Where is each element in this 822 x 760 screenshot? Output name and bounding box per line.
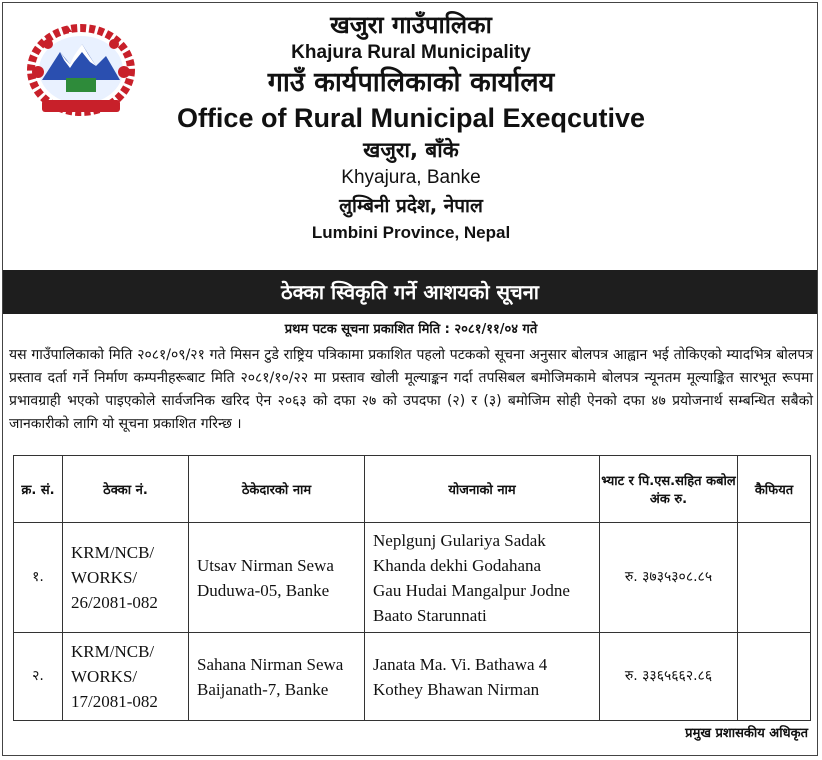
office-name-np: गाउँ कार्यपालिकाको कार्यालय [267,67,555,98]
cell-contract-no: KRM/NCB/ WORKS/ 17/2081-082 [63,633,189,721]
table-header-row [14,456,811,523]
office-name-en: Office of Rural Municipal Exeqcutive [176,103,646,133]
published-date: प्रथम पटक सूचना प्रकाशित मिति : २०८१/११/०४ गते [284,322,538,337]
cell-amount: रु. ३३६५६६२.८६ [600,633,738,721]
province-np: लुम्बिनी प्रदेश, नेपाल [339,195,483,217]
cell-project: Neplgunj Gulariya Sadak Khanda dekhi Godahana Gau Hudai Mangalpur Jodne Baato Starunnati [365,523,600,633]
cell-amount: रु. ३७३५३०८.८५ [600,523,738,633]
province-en: Lumbini Province, Nepal [311,223,511,242]
header-amount: भ्याट र पि.एस.सहित कबोल अंक रु. [600,456,738,523]
letterhead [0,8,822,246]
location-en: Khyajura, Banke [341,167,481,188]
location-np: खजुरा, बाँके [363,138,459,162]
contracts-table [13,455,811,721]
cell-sn: १. [14,523,63,633]
cell-sn: २. [14,633,63,721]
municipality-name-np: खजुरा गाउँपालिका [330,11,492,39]
header-sn: क्र. सं. [14,456,63,523]
header-remarks: कैफियत [738,456,811,523]
notice-title: ठेक्का स्विकृति गर्ने आशयको सूचना [3,270,817,314]
cell-remarks [738,523,811,633]
signature-title: प्रमुख प्रशासकीय अधिकृत [685,726,808,741]
table-row [14,523,811,633]
municipality-name-en: Khajura Rural Municipality [291,42,531,63]
header-contract-no: ठेक्का नं. [63,456,189,523]
header-contractor: ठेकेदारको नाम [189,456,365,523]
cell-contract-no: KRM/NCB/ WORKS/ 26/2081-082 [63,523,189,633]
cell-contractor: Sahana Nirman Sewa Baijanath-7, Banke [189,633,365,721]
cell-project: Janata Ma. Vi. Bathawa 4 Kothey Bhawan Nirman [365,633,600,721]
cell-remarks [738,633,811,721]
cell-contractor: Utsav Nirman Sewa Duduwa-05, Banke [189,523,365,633]
header-project: योजनाको नाम [365,456,600,523]
notice-body: यस गाउँपालिकाको मिति २०८१/०९/२१ गते मिसन टुडे राष्ट्रिय पत्रिकामा प्रकाशित पहलो पटकको सूचना अनुसार बोलपत्र आह्वान भई तोकिएको म्यादभित्र बोलपत्र प्रस्ताव दर्ता गर्ने निर्माण कम्पनीहरूबाट मिति २०८१/१०/२२ मा प्रस्ताव खोली मूल्याङ्कन गर्दा तपसिबल बमोजिमकामे बोलपत्र न्यूनतम मूल्याङ्कित सारभूत रूपमा प्रभावग्राही भएको पाइएकोले सार्वजनिक खरिद ऐन २०६३ को दफा २७ को उपदफा (२) र (३) बमोजिम सोही ऐनको दफा ४७ प्रयोजनार्थ सम्बन्धित सबैको जानकारीको लागि यो सूचना प्रकाशित गरिन्छ । [9,347,813,432]
table-row [14,633,811,721]
